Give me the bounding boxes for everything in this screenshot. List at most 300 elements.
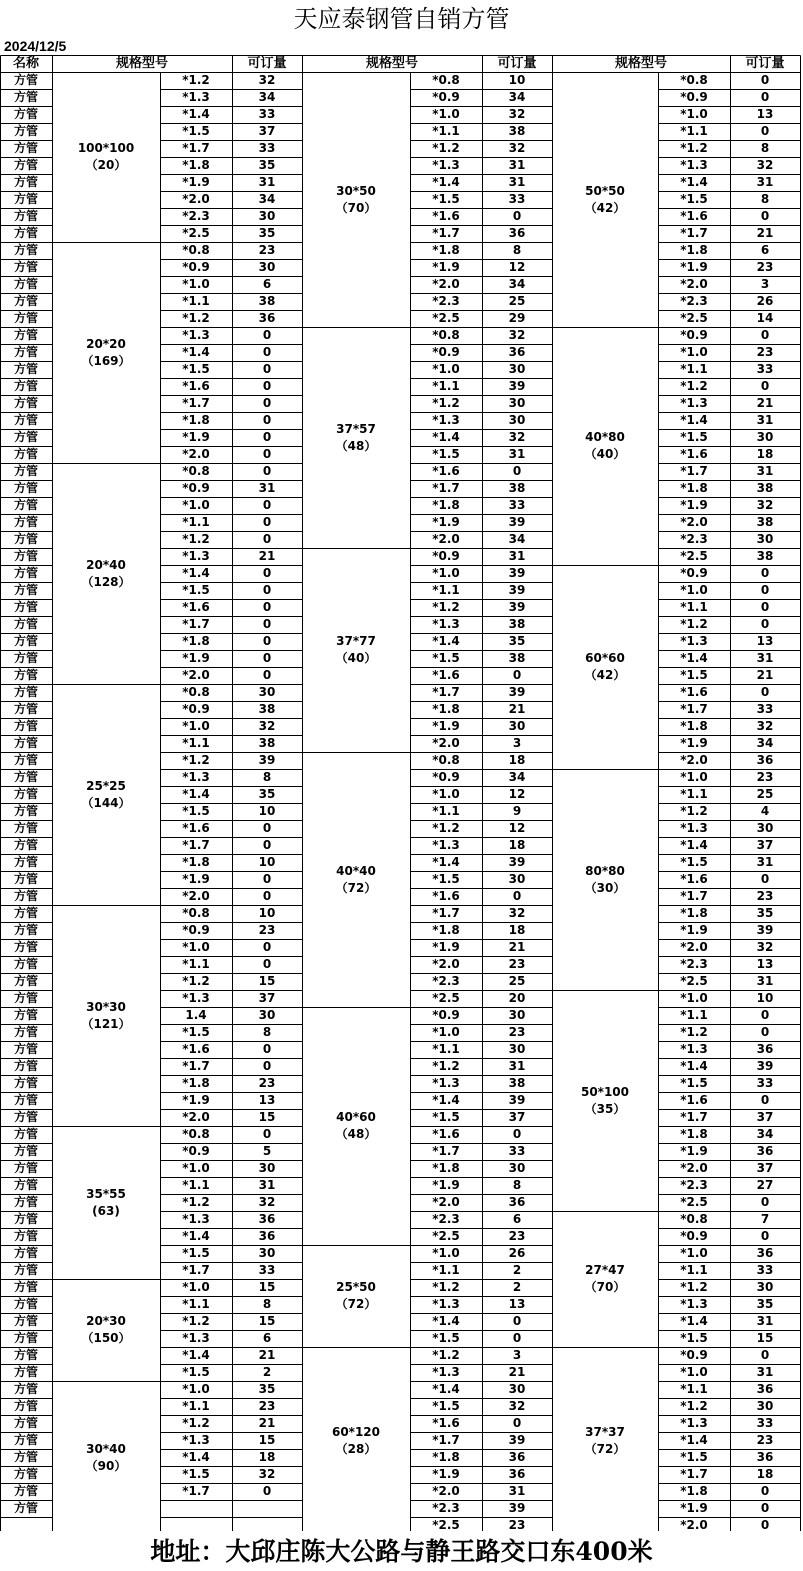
thickness-cell: *1.8 xyxy=(432,243,460,257)
name-cell: 方管 xyxy=(13,192,38,206)
thickness-cell: *2.0 xyxy=(680,940,708,954)
quantity-cell: 26 xyxy=(756,294,774,308)
quantity-cell: 15 xyxy=(258,974,276,988)
spec-size: 37*37 xyxy=(585,1424,625,1439)
quantity-cell: 33 xyxy=(756,702,774,716)
thickness-cell: *1.3 xyxy=(182,1331,210,1345)
thickness-cell: *0.9 xyxy=(182,260,210,274)
name-cell: 方管 xyxy=(13,1195,38,1209)
thickness-cell: *1.9 xyxy=(182,872,210,886)
quantity-cell: 36 xyxy=(756,1042,774,1056)
name-cell: 方管 xyxy=(13,345,38,359)
thickness-cell: *1.4 xyxy=(182,1229,210,1243)
quantity-cell: 39 xyxy=(508,583,526,597)
quantity-cell: 13 xyxy=(756,107,774,121)
thickness-cell: *1.0 xyxy=(432,787,460,801)
thickness-cell: *1.5 xyxy=(680,430,708,444)
quantity-cell: 0 xyxy=(262,345,272,359)
thickness-cell: *2.0 xyxy=(432,957,460,971)
thickness-cell: *1.8 xyxy=(680,481,708,495)
name-cell: 方管 xyxy=(13,804,38,818)
thickness-cell: *2.0 xyxy=(432,1195,460,1209)
quantity-cell: 0 xyxy=(760,1025,770,1039)
thickness-cell: *1.3 xyxy=(432,1365,460,1379)
thickness-cell: *1.1 xyxy=(182,1399,210,1413)
thickness-cell: *1.2 xyxy=(432,1059,460,1073)
thickness-cell: *1.9 xyxy=(432,515,460,529)
thickness-cell: *2.0 xyxy=(182,192,210,206)
quantity-cell: 36 xyxy=(508,1195,526,1209)
thickness-cell: *1.8 xyxy=(432,1161,460,1175)
quantity-cell: 39 xyxy=(508,1433,526,1447)
thickness-cell: *2.5 xyxy=(432,1518,460,1532)
spec-size: 100*100 xyxy=(77,141,135,155)
thickness-cell: *1.3 xyxy=(680,396,708,410)
quantity-cell: 32 xyxy=(756,940,774,954)
thickness-cell: *1.2 xyxy=(432,396,460,410)
quantity-cell: 0 xyxy=(760,583,770,597)
quantity-cell: 0 xyxy=(262,362,272,376)
quantity-cell: 31 xyxy=(756,175,774,189)
thickness-cell: *1.7 xyxy=(432,1144,460,1158)
quantity-cell: 8 xyxy=(262,1297,272,1311)
thickness-cell: *1.2 xyxy=(182,311,210,325)
quantity-cell: 12 xyxy=(508,260,526,274)
name-cell: 方管 xyxy=(13,702,38,716)
quantity-cell xyxy=(232,1500,302,1517)
thickness-cell: *2.0 xyxy=(432,532,460,546)
thickness-cell: *1.1 xyxy=(680,787,708,801)
quantity-cell: 18 xyxy=(508,753,526,767)
spec-count: （144） xyxy=(81,795,131,810)
thickness-cell: *1.9 xyxy=(680,1501,708,1515)
thickness-cell: *0.8 xyxy=(182,685,210,699)
thickness-cell: *1.4 xyxy=(432,175,460,189)
quantity-cell: 23 xyxy=(508,957,526,971)
thickness-cell: *1.7 xyxy=(182,1484,210,1498)
thickness-cell: *1.1 xyxy=(182,1178,210,1192)
quantity-cell: 0 xyxy=(512,1314,522,1328)
thickness-cell: *1.2 xyxy=(680,141,708,155)
quantity-cell: 0 xyxy=(262,328,272,342)
quantity-cell: 3 xyxy=(512,736,522,750)
spec-group-label xyxy=(52,1381,160,1534)
thickness-cell: *1.7 xyxy=(432,685,460,699)
spec-size: 50*100 xyxy=(580,1084,630,1099)
thickness-cell: *1.8 xyxy=(182,413,210,427)
thickness-cell: *1.1 xyxy=(432,583,460,597)
quantity-cell: 36 xyxy=(258,1229,276,1243)
name-cell: 方管 xyxy=(13,957,38,971)
name-cell: 方管 xyxy=(13,362,38,376)
quantity-cell: 10 xyxy=(508,73,526,87)
quantity-cell: 13 xyxy=(756,957,774,971)
quantity-cell: 2 xyxy=(262,1365,272,1379)
quantity-cell: 30 xyxy=(258,1008,276,1022)
thickness-cell: *1.1 xyxy=(182,1297,210,1311)
quantity-cell: 0 xyxy=(760,1093,770,1107)
thickness-cell: *2.5 xyxy=(182,226,210,240)
thickness-cell: *1.0 xyxy=(182,1161,210,1175)
quantity-cell: 3 xyxy=(760,277,770,291)
name-cell: 方管 xyxy=(13,141,38,155)
thickness-cell: *1.3 xyxy=(680,1416,708,1430)
spec-size: 40*80 xyxy=(585,430,625,444)
thickness-cell: *1.9 xyxy=(680,923,708,937)
thickness-cell: *1.5 xyxy=(680,192,708,206)
name-cell: 方管 xyxy=(13,243,38,257)
quantity-cell: 39 xyxy=(508,855,526,869)
quantity-cell: 0 xyxy=(760,872,770,886)
quantity-cell: 8 xyxy=(760,141,770,155)
quantity-cell: 32 xyxy=(258,1195,276,1209)
thickness-cell: *1.1 xyxy=(432,804,460,818)
quantity-cell: 23 xyxy=(756,889,774,903)
name-cell: 方管 xyxy=(13,974,38,988)
quantity-cell: 0 xyxy=(760,124,770,138)
quantity-cell: 38 xyxy=(258,736,276,750)
name-cell: 方管 xyxy=(13,1127,38,1141)
quantity-cell: 0 xyxy=(512,1331,522,1345)
thickness-cell: *1.3 xyxy=(182,328,210,342)
quantity-cell: 36 xyxy=(508,345,526,359)
quantity-cell: 21 xyxy=(756,396,774,410)
name-cell: 方管 xyxy=(13,1433,38,1447)
thickness-cell: *2.0 xyxy=(182,447,210,461)
quantity-cell: 37 xyxy=(508,1110,526,1124)
spec-count: （150） xyxy=(81,1331,131,1345)
thickness-cell: *1.3 xyxy=(182,1212,210,1226)
quantity-cell: 30 xyxy=(756,430,774,444)
spec-size: 50*50 xyxy=(585,183,625,198)
quantity-cell: 39 xyxy=(258,753,276,767)
quantity-cell: 33 xyxy=(756,1416,774,1430)
name-cell: 方管 xyxy=(13,1467,38,1481)
quantity-cell: 38 xyxy=(508,1076,526,1090)
spec-size: 37*57 xyxy=(336,421,376,436)
thickness-cell: *1.1 xyxy=(182,515,210,529)
quantity-cell: 27 xyxy=(756,1178,774,1192)
name-cell: 方管 xyxy=(13,1144,38,1158)
spec-size: 20*30 xyxy=(86,1314,126,1328)
spec-count: （72） xyxy=(335,1297,377,1311)
spec-count: （35） xyxy=(584,1101,626,1116)
thickness-cell: *2.0 xyxy=(182,889,210,903)
spec-size: 20*20 xyxy=(86,336,126,351)
quantity-cell: 8 xyxy=(262,1025,272,1039)
quantity-cell: 36 xyxy=(756,1144,774,1158)
thickness-cell: *1.1 xyxy=(680,1008,708,1022)
thickness-cell: *2.3 xyxy=(680,294,708,308)
quantity-cell: 0 xyxy=(262,1127,272,1141)
spec-size: 35*55 xyxy=(86,1186,126,1201)
thickness-cell: *1.2 xyxy=(680,617,708,631)
quantity-cell: 31 xyxy=(508,447,526,461)
thickness-cell: *1.5 xyxy=(432,447,460,461)
quantity-cell: 0 xyxy=(262,634,272,648)
quantity-cell: 25 xyxy=(508,294,526,308)
quantity-cell: 34 xyxy=(508,770,526,784)
spec-size: 25*25 xyxy=(86,778,126,793)
quantity-cell: 6 xyxy=(760,243,770,257)
name-cell: 方管 xyxy=(13,1263,38,1277)
thickness-cell: *1.0 xyxy=(680,345,708,359)
quantity-cell: 2 xyxy=(512,1263,522,1277)
thickness-cell: *1.4 xyxy=(182,1450,210,1464)
name-cell: 方管 xyxy=(13,991,38,1005)
quantity-cell: 25 xyxy=(756,787,774,801)
quantity-cell: 37 xyxy=(756,1161,774,1175)
thickness-cell: *1.1 xyxy=(432,1042,460,1056)
thickness-cell: *1.4 xyxy=(182,345,210,359)
thickness-cell: *2.5 xyxy=(680,974,708,988)
thickness-cell: *1.0 xyxy=(432,362,460,376)
quantity-cell: 15 xyxy=(258,1280,276,1294)
quantity-cell: 35 xyxy=(756,906,774,920)
quantity-cell: 23 xyxy=(258,1399,276,1413)
name-cell: 方管 xyxy=(13,923,38,937)
page-title: 天应泰钢管自销方管 xyxy=(293,5,510,33)
quantity-cell: 30 xyxy=(508,362,526,376)
quantity-cell: 39 xyxy=(508,566,526,580)
name-cell: 方管 xyxy=(13,498,38,512)
name-cell: 方管 xyxy=(13,1110,38,1124)
quantity-cell: 0 xyxy=(760,1501,770,1515)
thickness-cell: *1.1 xyxy=(182,736,210,750)
quantity-cell: 0 xyxy=(760,617,770,631)
quantity-cell: 36 xyxy=(508,1450,526,1464)
quantity-cell: 13 xyxy=(756,634,774,648)
thickness-cell: *1.6 xyxy=(182,379,210,393)
name-cell: 方管 xyxy=(13,685,38,699)
quantity-cell: 31 xyxy=(756,1314,774,1328)
thickness-cell: *1.0 xyxy=(182,277,210,291)
thickness-cell: *1.4 xyxy=(432,1314,460,1328)
thickness-cell: *1.6 xyxy=(432,464,460,478)
thickness-cell: *0.8 xyxy=(680,73,708,87)
quantity-cell: 21 xyxy=(258,549,276,563)
spec-group-label xyxy=(52,72,160,242)
thickness-cell: *1.0 xyxy=(680,770,708,784)
thickness-cell: *0.9 xyxy=(680,1348,708,1362)
thickness-cell: *1.0 xyxy=(680,1246,708,1260)
quantity-cell: 0 xyxy=(262,498,272,512)
quantity-cell: 30 xyxy=(258,1246,276,1260)
name-cell: 方管 xyxy=(13,90,38,104)
spec-count: （169） xyxy=(81,353,131,368)
quantity-cell: 31 xyxy=(258,175,276,189)
thickness-cell: *1.4 xyxy=(680,651,708,665)
thickness-cell: *1.7 xyxy=(432,1433,460,1447)
thickness-cell: *1.3 xyxy=(432,1297,460,1311)
quantity-cell: 31 xyxy=(756,413,774,427)
quantity-cell: 30 xyxy=(258,209,276,223)
quantity-cell: 0 xyxy=(760,90,770,104)
thickness-cell: *1.9 xyxy=(680,1144,708,1158)
thickness-cell: *1.9 xyxy=(432,1178,460,1192)
quantity-cell: 0 xyxy=(512,668,522,682)
thickness-cell: *0.9 xyxy=(680,1229,708,1243)
quantity-cell: 33 xyxy=(508,498,526,512)
thickness-cell: *1.3 xyxy=(182,770,210,784)
spec-group-label xyxy=(52,242,160,463)
quantity-cell: 33 xyxy=(508,1144,526,1158)
quantity-cell: 32 xyxy=(756,158,774,172)
spec-group-label xyxy=(552,769,658,990)
thickness-cell: *1.9 xyxy=(680,498,708,512)
quantity-cell: 0 xyxy=(760,1195,770,1209)
quantity-cell: 21 xyxy=(258,1416,276,1430)
quantity-cell: 37 xyxy=(756,1110,774,1124)
thickness-cell: *1.3 xyxy=(182,991,210,1005)
thickness-cell: *1.0 xyxy=(182,940,210,954)
thickness-cell: *0.9 xyxy=(432,345,460,359)
name-cell: 方管 xyxy=(13,1382,38,1396)
header-spec-2: 规格型号 xyxy=(365,56,418,71)
spec-group-label xyxy=(302,327,410,548)
quantity-cell: 31 xyxy=(508,1059,526,1073)
quantity-cell: 30 xyxy=(258,1161,276,1175)
quantity-cell: 15 xyxy=(258,1110,276,1124)
thickness-cell: *0.9 xyxy=(182,923,210,937)
quantity-cell: 23 xyxy=(756,345,774,359)
quantity-cell: 0 xyxy=(760,1484,770,1498)
thickness-cell: *1.1 xyxy=(680,124,708,138)
quantity-cell: 23 xyxy=(508,1518,526,1532)
name-cell: 方管 xyxy=(13,549,38,563)
thickness-cell: *1.7 xyxy=(182,617,210,631)
name-cell: 方管 xyxy=(13,821,38,835)
thickness-cell: *1.6 xyxy=(680,1093,708,1107)
quantity-cell: 21 xyxy=(508,1365,526,1379)
thickness-cell: *1.9 xyxy=(680,260,708,274)
thickness-cell: *2.0 xyxy=(680,1518,708,1532)
thickness-cell: *2.0 xyxy=(680,1161,708,1175)
spec-size: 80*80 xyxy=(585,863,625,878)
quantity-cell: 38 xyxy=(756,549,774,563)
quantity-cell: 34 xyxy=(508,532,526,546)
header-spec-1: 规格型号 xyxy=(115,56,168,71)
quantity-cell: 34 xyxy=(756,736,774,750)
name-cell: 方管 xyxy=(13,940,38,954)
name-cell: 方管 xyxy=(13,1059,38,1073)
quantity-cell: 39 xyxy=(508,1093,526,1107)
quantity-cell: 0 xyxy=(262,889,272,903)
quantity-cell: 37 xyxy=(258,124,276,138)
quantity-cell: 0 xyxy=(262,583,272,597)
thickness-cell: *1.4 xyxy=(680,1433,708,1447)
quantity-cell: 39 xyxy=(508,1501,526,1515)
thickness-cell: *1.9 xyxy=(432,1467,460,1481)
thickness-cell: *2.0 xyxy=(182,1110,210,1124)
thickness-cell: *1.6 xyxy=(432,209,460,223)
quantity-cell: 0 xyxy=(262,430,272,444)
quantity-cell: 23 xyxy=(258,1076,276,1090)
thickness-cell: *1.8 xyxy=(182,634,210,648)
thickness-cell: *1.1 xyxy=(432,124,460,138)
thickness-cell: *1.2 xyxy=(680,1280,708,1294)
name-cell: 方管 xyxy=(13,396,38,410)
spec-size: 30*40 xyxy=(86,1441,126,1456)
thickness-cell: *2.0 xyxy=(432,1484,460,1498)
thickness-cell: *1.8 xyxy=(432,923,460,937)
name-cell: 方管 xyxy=(13,1178,38,1192)
thickness-cell: *0.9 xyxy=(432,549,460,563)
thickness-cell: *0.8 xyxy=(432,328,460,342)
spec-count: （48） xyxy=(335,1127,377,1141)
quantity-cell: 30 xyxy=(508,1382,526,1396)
name-cell: 方管 xyxy=(13,1416,38,1430)
quantity-cell: 0 xyxy=(760,566,770,580)
thickness-cell: *1.1 xyxy=(182,294,210,308)
name-cell: 方管 xyxy=(13,379,38,393)
spec-count: （48） xyxy=(335,438,377,453)
quantity-cell: 29 xyxy=(508,311,526,325)
name-cell: 方管 xyxy=(13,209,38,223)
thickness-cell: *2.5 xyxy=(680,311,708,325)
name-cell: 方管 xyxy=(13,532,38,546)
thickness-cell: *1.2 xyxy=(182,73,210,87)
quantity-cell: 33 xyxy=(258,141,276,155)
name-cell: 方管 xyxy=(13,838,38,852)
thickness-cell: *1.0 xyxy=(680,1365,708,1379)
thickness-cell: *1.1 xyxy=(680,362,708,376)
thickness-cell: *1.7 xyxy=(182,1059,210,1073)
thickness-cell: *1.7 xyxy=(182,1263,210,1277)
thickness-cell: *0.8 xyxy=(182,243,210,257)
quantity-cell: 30 xyxy=(508,719,526,733)
thickness-cell: *1.2 xyxy=(680,1025,708,1039)
quantity-cell: 18 xyxy=(508,923,526,937)
quantity-cell: 14 xyxy=(756,311,774,325)
thickness-cell: *1.2 xyxy=(182,1195,210,1209)
quantity-cell: 0 xyxy=(760,1348,770,1362)
name-cell: 方管 xyxy=(13,770,38,784)
quantity-cell: 0 xyxy=(262,515,272,529)
thickness-cell: *1.7 xyxy=(680,702,708,716)
quantity-cell: 39 xyxy=(756,1059,774,1073)
quantity-cell: 31 xyxy=(508,158,526,172)
quantity-cell: 33 xyxy=(258,1263,276,1277)
spec-group-label xyxy=(552,72,658,327)
thickness-cell: *1.3 xyxy=(680,634,708,648)
quantity-cell: 30 xyxy=(258,260,276,274)
quantity-cell: 12 xyxy=(508,821,526,835)
thickness-cell: *0.9 xyxy=(680,328,708,342)
thickness-cell: *1.4 xyxy=(432,634,460,648)
report-date: 2024/12/5 xyxy=(4,38,67,54)
quantity-cell: 30 xyxy=(508,1161,526,1175)
quantity-cell: 31 xyxy=(756,651,774,665)
quantity-cell: 0 xyxy=(262,566,272,580)
quantity-cell: 36 xyxy=(258,311,276,325)
header-qty-2: 可订量 xyxy=(497,56,537,71)
header-qty-1: 可订量 xyxy=(247,56,287,71)
name-cell: 方管 xyxy=(13,175,38,189)
quantity-cell: 35 xyxy=(258,158,276,172)
quantity-cell: 30 xyxy=(756,1399,774,1413)
quantity-cell: 23 xyxy=(756,770,774,784)
thickness-cell: *1.5 xyxy=(680,1331,708,1345)
spec-size: 20*40 xyxy=(86,557,126,572)
quantity-cell: 0 xyxy=(262,1484,272,1498)
quantity-cell: 0 xyxy=(262,396,272,410)
thickness-cell: *1.6 xyxy=(182,821,210,835)
thickness-cell: *1.8 xyxy=(182,158,210,172)
thickness-cell: *0.8 xyxy=(182,1127,210,1141)
thickness-cell: *1.3 xyxy=(680,1297,708,1311)
thickness-cell: *1.5 xyxy=(680,855,708,869)
